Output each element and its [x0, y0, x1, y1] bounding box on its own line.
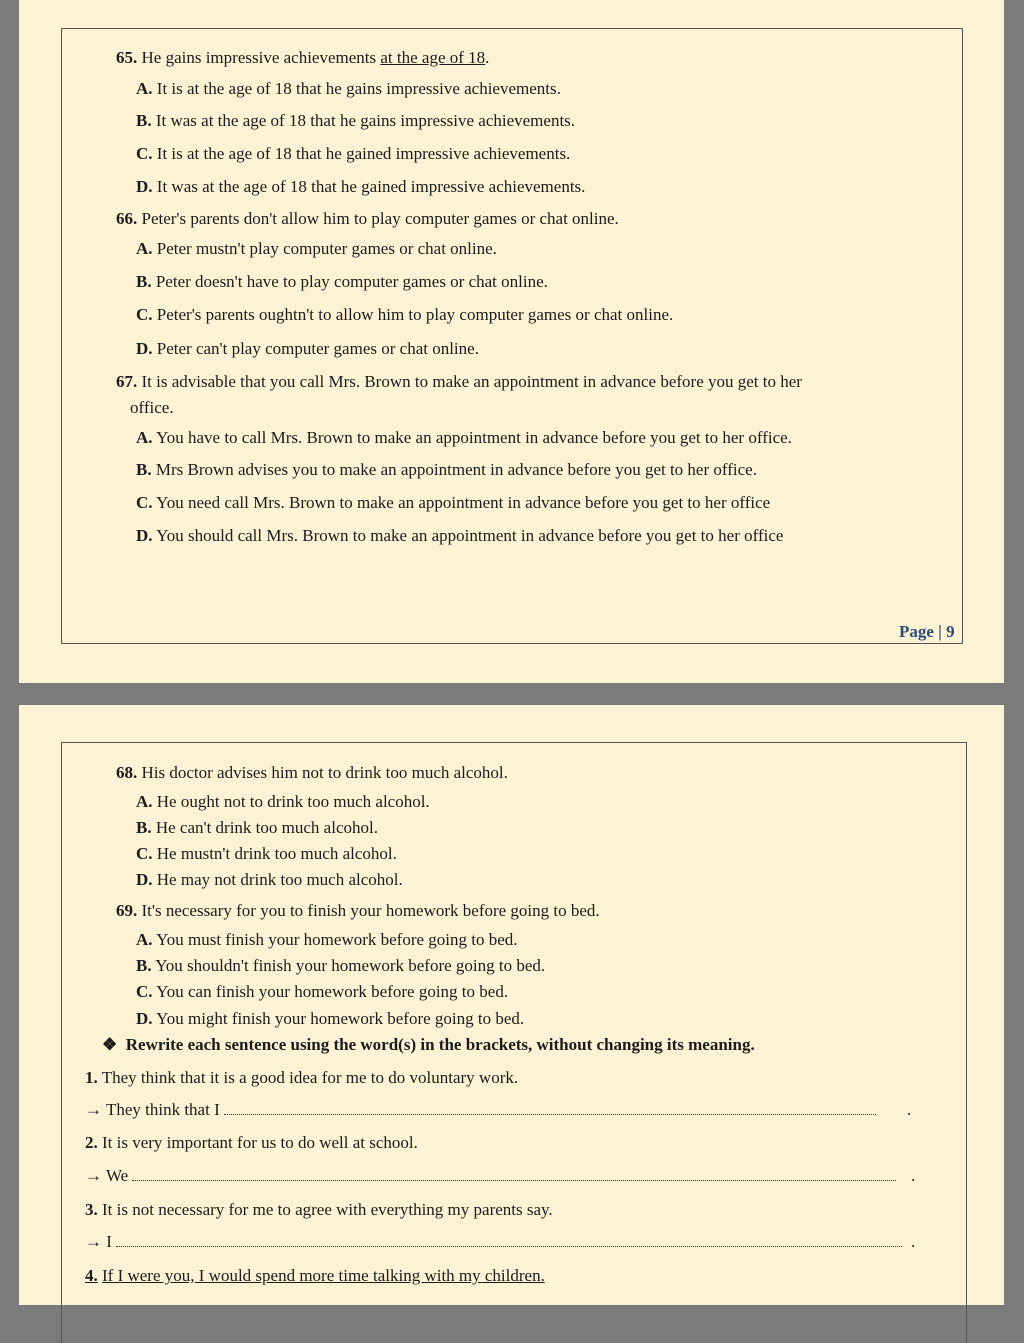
underlined-phrase: at the age of 18	[380, 48, 486, 67]
answer-blank-1[interactable]	[224, 1100, 876, 1115]
option-67-b: B. Mrs Brown advises you to make an appointment in advance before you get to her office.	[136, 460, 757, 479]
option-68-b: B. He can't drink too much alcohol.	[136, 818, 378, 837]
option-65-c: C. It is at the age of 18 that he gained impressive achievements.	[136, 144, 571, 163]
option-68-a: A. He ought not to drink too much alcohol.	[136, 792, 430, 811]
answer-line-2: → We	[85, 1166, 896, 1186]
page-number: Page | 9	[899, 622, 955, 641]
option-65-b: B. It was at the age of 18 that he gains impressive achievements.	[136, 111, 576, 130]
question-number: 65.	[116, 48, 138, 67]
option-69-d: D. You might finish your homework before going to bed.	[136, 1009, 525, 1028]
option-67-c: C. You need call Mrs. Brown to make an appointment in advance before you get to her office	[136, 493, 771, 512]
answer-blank-3[interactable]	[116, 1232, 902, 1247]
answer-line-3: → I	[85, 1232, 902, 1252]
diamond-bullet-icon: ❖	[102, 1035, 118, 1054]
page-9-sheet	[19, 0, 1004, 683]
answer-line-1: → They think that I	[85, 1100, 876, 1120]
question-67-continued: office.	[130, 398, 174, 417]
option-65-a: A. It is at the age of 18 that he gains impressive achievements.	[136, 79, 561, 98]
exercise-4: 4. If I were you, I would spend more time talking with my children.	[85, 1266, 545, 1285]
question-67: 67. It is advisable that you call Mrs. Brown to make an appointment in advance before you get to her	[116, 372, 802, 391]
end-mark: .	[911, 1166, 916, 1185]
page-10-sheet	[19, 705, 1004, 1305]
end-mark: .	[907, 1100, 912, 1119]
option-67-d: D. You should call Mrs. Brown to make an appointment in advance before you get to her office	[136, 526, 784, 545]
question-68: 68. His doctor advises him not to drink too much alcohol.	[116, 763, 508, 782]
arrow-icon: →	[85, 1100, 102, 1119]
exercise-2: 2. It is very important for us to do well at school.	[85, 1133, 418, 1152]
answer-blank-2[interactable]	[132, 1166, 896, 1181]
exercise-3: 3. It is not necessary for me to agree with everything my parents say.	[85, 1200, 553, 1219]
option-66-d: D. Peter can't play computer games or chat online.	[136, 339, 479, 358]
exercise-1: 1. They think that it is a good idea for me to do voluntary work.	[85, 1068, 519, 1087]
option-69-a: A. You must finish your homework before going to bed.	[136, 930, 518, 949]
section-heading: ❖ Rewrite each sentence using the word(s) in the brackets, without changing its meaning.	[102, 1035, 755, 1054]
option-66-b: B. Peter doesn't have to play computer games or chat online.	[136, 272, 548, 291]
option-68-d: D. He may not drink too much alcohol.	[136, 870, 403, 889]
question-66: 66. Peter's parents don't allow him to play computer games or chat online.	[116, 209, 619, 228]
option-68-c: C. He mustn't drink too much alcohol.	[136, 844, 397, 863]
option-69-b: B. You shouldn't finish your homework before going to bed.	[136, 956, 546, 975]
option-67-a: A. You have to call Mrs. Brown to make an appointment in advance before you get to her office.	[136, 428, 792, 447]
option-65-d: D. It was at the age of 18 that he gained impressive achievements.	[136, 177, 586, 196]
arrow-icon: →	[85, 1232, 102, 1251]
option-69-c: C. You can finish your homework before going to bed.	[136, 982, 509, 1001]
option-66-c: C. Peter's parents oughtn't to allow him to play computer games or chat online.	[136, 305, 674, 324]
arrow-icon: →	[85, 1166, 102, 1185]
option-66-a: A. Peter mustn't play computer games or chat online.	[136, 239, 497, 258]
question-65: 65. He gains impressive achievements at the age of 18.	[116, 48, 490, 67]
question-69: 69. It's necessary for you to finish your homework before going to bed.	[116, 901, 600, 920]
end-mark: .	[911, 1232, 916, 1251]
